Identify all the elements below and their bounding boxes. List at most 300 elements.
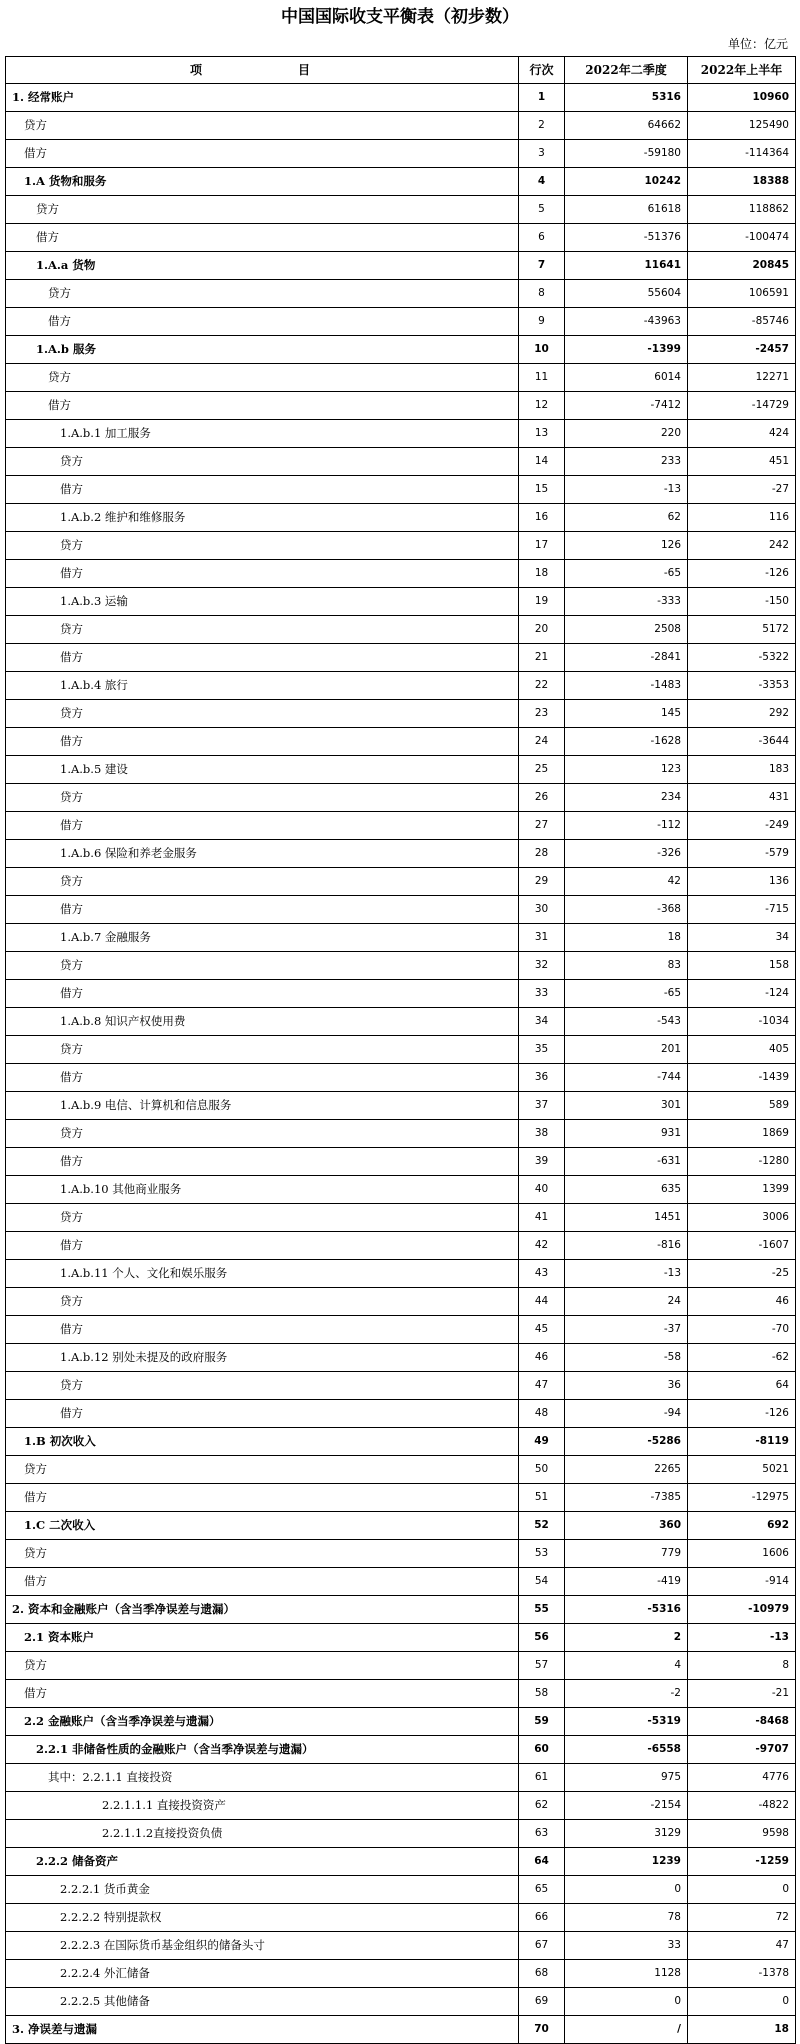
table-row — [6, 1764, 796, 1792]
row-line-number: 24 — [519, 728, 565, 756]
row-label: 借方 — [6, 392, 519, 420]
row-line-number: 60 — [519, 1736, 565, 1764]
row-label: 借方 — [6, 1232, 519, 1260]
row-value-h1: 136 — [688, 868, 796, 896]
row-value-h1: -579 — [688, 840, 796, 868]
balance-of-payments-table — [5, 56, 796, 2044]
row-line-number: 70 — [519, 2016, 565, 2044]
row-value-h1: -13 — [688, 1624, 796, 1652]
row-value-h1: -9707 — [688, 1736, 796, 1764]
row-value-q2: -13 — [565, 476, 688, 504]
row-label: 借方 — [6, 1484, 519, 1512]
row-label: 2.2.2 储备资产 — [6, 1848, 519, 1876]
table-row — [6, 1428, 796, 1456]
row-value-h1: 46 — [688, 1288, 796, 1316]
table-row — [6, 1988, 796, 2016]
row-value-h1: 18 — [688, 2016, 796, 2044]
table-row — [6, 1008, 796, 1036]
row-label: 贷方 — [6, 616, 519, 644]
row-value-q2: 0 — [565, 1876, 688, 1904]
row-line-number: 37 — [519, 1092, 565, 1120]
table-row — [6, 756, 796, 784]
row-value-q2: 55604 — [565, 280, 688, 308]
row-label: 借方 — [6, 1400, 519, 1428]
table-row — [6, 420, 796, 448]
row-label: 1.A.b.12 别处未提及的政府服务 — [6, 1344, 519, 1372]
table-row — [6, 1344, 796, 1372]
table-row — [6, 1288, 796, 1316]
row-value-q2: 220 — [565, 420, 688, 448]
table-row — [6, 1904, 796, 1932]
table-row — [6, 224, 796, 252]
row-value-q2: 42 — [565, 868, 688, 896]
row-value-q2: 24 — [565, 1288, 688, 1316]
row-value-h1: -3644 — [688, 728, 796, 756]
row-label: 其中：2.2.1.1 直接投资 — [6, 1764, 519, 1792]
row-label: 1.A.b.6 保险和养老金服务 — [6, 840, 519, 868]
row-line-number: 69 — [519, 1988, 565, 2016]
table-row — [6, 1372, 796, 1400]
row-line-number: 55 — [519, 1596, 565, 1624]
table-row — [6, 1652, 796, 1680]
row-label: 2.2.2.1 货币黄金 — [6, 1876, 519, 1904]
row-label: 借方 — [6, 1064, 519, 1092]
row-value-h1: -8468 — [688, 1708, 796, 1736]
row-value-h1: 12271 — [688, 364, 796, 392]
row-label: 借方 — [6, 560, 519, 588]
row-line-number: 47 — [519, 1372, 565, 1400]
row-value-q2: 2 — [565, 1624, 688, 1652]
row-value-q2: 3129 — [565, 1820, 688, 1848]
row-label: 2.2 金融账户（含当季净误差与遗漏） — [6, 1708, 519, 1736]
row-line-number: 10 — [519, 336, 565, 364]
row-value-h1: 405 — [688, 1036, 796, 1064]
row-label: 1.A 货物和服务 — [6, 168, 519, 196]
table-row — [6, 1792, 796, 1820]
row-value-h1: -5322 — [688, 644, 796, 672]
row-line-number: 54 — [519, 1568, 565, 1596]
row-value-q2: -94 — [565, 1400, 688, 1428]
row-line-number: 15 — [519, 476, 565, 504]
row-line-number: 58 — [519, 1680, 565, 1708]
row-value-q2: 6014 — [565, 364, 688, 392]
row-label: 2.2.1.1.2直接投资负债 — [6, 1820, 519, 1848]
row-line-number: 45 — [519, 1316, 565, 1344]
unit-label: 单位：亿元 — [727, 37, 788, 51]
row-label: 贷方 — [6, 952, 519, 980]
row-line-number: 36 — [519, 1064, 565, 1092]
row-value-q2: 779 — [565, 1540, 688, 1568]
row-value-q2: 5316 — [565, 84, 688, 112]
row-value-q2: -1399 — [565, 336, 688, 364]
row-label: 贷方 — [6, 1120, 519, 1148]
row-label: 贷方 — [6, 448, 519, 476]
table-row — [6, 1120, 796, 1148]
table-row — [6, 896, 796, 924]
row-label: 借方 — [6, 308, 519, 336]
row-label: 1.A.b 服务 — [6, 336, 519, 364]
table-row — [6, 1456, 796, 1484]
row-label: 借方 — [6, 896, 519, 924]
table-row — [6, 868, 796, 896]
table-row — [6, 1960, 796, 1988]
table-row — [6, 1624, 796, 1652]
row-line-number: 6 — [519, 224, 565, 252]
row-value-h1: 8 — [688, 1652, 796, 1680]
table-row — [6, 784, 796, 812]
row-value-q2: 36 — [565, 1372, 688, 1400]
table-row — [6, 616, 796, 644]
row-value-h1: -114364 — [688, 140, 796, 168]
row-label: 3. 净误差与遗漏 — [6, 2016, 519, 2044]
row-value-h1: -715 — [688, 896, 796, 924]
table-row — [6, 1596, 796, 1624]
row-value-h1: -8119 — [688, 1428, 796, 1456]
row-value-q2: 233 — [565, 448, 688, 476]
row-value-h1: 125490 — [688, 112, 796, 140]
table-row — [6, 336, 796, 364]
row-line-number: 14 — [519, 448, 565, 476]
table-row — [6, 1148, 796, 1176]
row-label: 借方 — [6, 1680, 519, 1708]
table-row — [6, 952, 796, 980]
table-row — [6, 1820, 796, 1848]
row-value-h1: 18388 — [688, 168, 796, 196]
row-value-h1: 72 — [688, 1904, 796, 1932]
row-label: 2.2.2.4 外汇储备 — [6, 1960, 519, 1988]
row-value-q2: -65 — [565, 560, 688, 588]
row-line-number: 31 — [519, 924, 565, 952]
row-value-q2: 33 — [565, 1932, 688, 1960]
row-line-number: 7 — [519, 252, 565, 280]
row-line-number: 44 — [519, 1288, 565, 1316]
row-line-number: 9 — [519, 308, 565, 336]
row-label: 2.2.1.1.1 直接投资资产 — [6, 1792, 519, 1820]
table-row — [6, 1176, 796, 1204]
row-label: 贷方 — [6, 280, 519, 308]
table-row — [6, 392, 796, 420]
table-row — [6, 1736, 796, 1764]
row-value-h1: -1259 — [688, 1848, 796, 1876]
row-value-q2: 62 — [565, 504, 688, 532]
row-line-number: 46 — [519, 1344, 565, 1372]
row-line-number: 49 — [519, 1428, 565, 1456]
row-line-number: 56 — [519, 1624, 565, 1652]
row-line-number: 50 — [519, 1456, 565, 1484]
row-label: 2.2.2.5 其他储备 — [6, 1988, 519, 2016]
row-label: 借方 — [6, 1316, 519, 1344]
row-label: 贷方 — [6, 364, 519, 392]
header-row — [6, 57, 796, 84]
row-line-number: 26 — [519, 784, 565, 812]
row-value-q2: -59180 — [565, 140, 688, 168]
row-line-number: 18 — [519, 560, 565, 588]
table-row — [6, 280, 796, 308]
table-row — [6, 476, 796, 504]
row-value-q2: 2265 — [565, 1456, 688, 1484]
row-line-number: 68 — [519, 1960, 565, 1988]
row-label: 1.A.b.11 个人、文化和娱乐服务 — [6, 1260, 519, 1288]
row-label: 1.B 初次收入 — [6, 1428, 519, 1456]
row-line-number: 29 — [519, 868, 565, 896]
row-line-number: 13 — [519, 420, 565, 448]
row-value-q2: -816 — [565, 1232, 688, 1260]
row-value-h1: 292 — [688, 700, 796, 728]
row-line-number: 48 — [519, 1400, 565, 1428]
table-row — [6, 1316, 796, 1344]
row-line-number: 39 — [519, 1148, 565, 1176]
table-row — [6, 1708, 796, 1736]
row-value-h1: -21 — [688, 1680, 796, 1708]
table-row — [6, 812, 796, 840]
row-value-q2: -6558 — [565, 1736, 688, 1764]
row-label: 1.A.b.7 金融服务 — [6, 924, 519, 952]
row-value-h1: 1869 — [688, 1120, 796, 1148]
table-row — [6, 1036, 796, 1064]
table-row — [6, 1540, 796, 1568]
row-value-h1: 47 — [688, 1932, 796, 1960]
row-value-h1: 34 — [688, 924, 796, 952]
row-label: 贷方 — [6, 868, 519, 896]
row-value-h1: 692 — [688, 1512, 796, 1540]
row-line-number: 62 — [519, 1792, 565, 1820]
table-row — [6, 840, 796, 868]
row-line-number: 17 — [519, 532, 565, 560]
row-line-number: 5 — [519, 196, 565, 224]
row-value-q2: 126 — [565, 532, 688, 560]
row-line-number: 59 — [519, 1708, 565, 1736]
table-row — [6, 448, 796, 476]
row-label: 贷方 — [6, 1540, 519, 1568]
row-label: 贷方 — [6, 1456, 519, 1484]
row-label: 借方 — [6, 728, 519, 756]
row-label: 1.A.b.4 旅行 — [6, 672, 519, 700]
table-row — [6, 1260, 796, 1288]
row-value-q2: -65 — [565, 980, 688, 1008]
row-line-number: 8 — [519, 280, 565, 308]
row-value-h1: -1280 — [688, 1148, 796, 1176]
row-value-q2: -543 — [565, 1008, 688, 1036]
row-line-number: 30 — [519, 896, 565, 924]
row-line-number: 23 — [519, 700, 565, 728]
table-body — [6, 84, 796, 2044]
row-line-number: 22 — [519, 672, 565, 700]
row-label: 借方 — [6, 1568, 519, 1596]
row-value-q2: 78 — [565, 1904, 688, 1932]
row-value-h1: 5021 — [688, 1456, 796, 1484]
row-label: 贷方 — [6, 112, 519, 140]
row-label: 贷方 — [6, 1036, 519, 1064]
row-value-h1: 118862 — [688, 196, 796, 224]
row-label: 贷方 — [6, 532, 519, 560]
row-label: 借方 — [6, 644, 519, 672]
table-row — [6, 1092, 796, 1120]
table-row — [6, 560, 796, 588]
row-value-h1: 64 — [688, 1372, 796, 1400]
table-row — [6, 196, 796, 224]
table-row — [6, 504, 796, 532]
row-label: 1.A.a 货物 — [6, 252, 519, 280]
row-value-h1: 1606 — [688, 1540, 796, 1568]
row-value-q2: 234 — [565, 784, 688, 812]
row-value-q2: -2 — [565, 1680, 688, 1708]
row-value-q2: -744 — [565, 1064, 688, 1092]
row-value-q2: 10242 — [565, 168, 688, 196]
row-value-q2: 145 — [565, 700, 688, 728]
row-line-number: 61 — [519, 1764, 565, 1792]
row-value-h1: 106591 — [688, 280, 796, 308]
row-line-number: 32 — [519, 952, 565, 980]
table-row — [6, 84, 796, 112]
row-value-h1: 3006 — [688, 1204, 796, 1232]
table-row — [6, 112, 796, 140]
row-value-q2: -7385 — [565, 1484, 688, 1512]
row-value-h1: 116 — [688, 504, 796, 532]
row-value-q2: -1628 — [565, 728, 688, 756]
table-row — [6, 728, 796, 756]
table-row — [6, 1848, 796, 1876]
row-value-h1: -10979 — [688, 1596, 796, 1624]
table-row — [6, 168, 796, 196]
row-label: 1.A.b.8 知识产权使用费 — [6, 1008, 519, 1036]
row-value-q2: -58 — [565, 1344, 688, 1372]
row-value-q2: -5319 — [565, 1708, 688, 1736]
table-row — [6, 1204, 796, 1232]
row-label: 2.2.2.3 在国际货币基金组织的储备头寸 — [6, 1932, 519, 1960]
row-value-q2: 2508 — [565, 616, 688, 644]
row-value-q2: 635 — [565, 1176, 688, 1204]
row-value-q2: 1128 — [565, 1960, 688, 1988]
row-value-h1: 1399 — [688, 1176, 796, 1204]
table-row — [6, 924, 796, 952]
row-value-q2: / — [565, 2016, 688, 2044]
row-value-q2: -7412 — [565, 392, 688, 420]
row-value-h1: 158 — [688, 952, 796, 980]
row-line-number: 57 — [519, 1652, 565, 1680]
row-value-h1: -27 — [688, 476, 796, 504]
row-line-number: 3 — [519, 140, 565, 168]
row-value-h1: 4776 — [688, 1764, 796, 1792]
row-value-h1: -914 — [688, 1568, 796, 1596]
row-value-q2: -333 — [565, 588, 688, 616]
table-row — [6, 2016, 796, 2044]
row-label: 贷方 — [6, 196, 519, 224]
row-value-h1: -150 — [688, 588, 796, 616]
row-value-q2: -1483 — [565, 672, 688, 700]
row-value-h1: -3353 — [688, 672, 796, 700]
row-line-number: 25 — [519, 756, 565, 784]
table-row — [6, 140, 796, 168]
row-line-number: 21 — [519, 644, 565, 672]
row-label: 贷方 — [6, 784, 519, 812]
row-value-q2: 0 — [565, 1988, 688, 2016]
table-row — [6, 672, 796, 700]
row-value-h1: -4822 — [688, 1792, 796, 1820]
row-label: 借方 — [6, 1148, 519, 1176]
table-row — [6, 1568, 796, 1596]
row-label: 借方 — [6, 140, 519, 168]
row-value-q2: -43963 — [565, 308, 688, 336]
row-value-q2: -112 — [565, 812, 688, 840]
row-label: 1.A.b.1 加工服务 — [6, 420, 519, 448]
row-value-q2: -326 — [565, 840, 688, 868]
row-line-number: 16 — [519, 504, 565, 532]
table-row — [6, 1512, 796, 1540]
row-value-q2: -5316 — [565, 1596, 688, 1624]
table-row — [6, 308, 796, 336]
row-line-number: 20 — [519, 616, 565, 644]
row-label: 贷方 — [6, 1288, 519, 1316]
header-q2: 2022年二季度 — [565, 57, 688, 84]
row-label: 1.A.b.5 建设 — [6, 756, 519, 784]
row-value-h1: -126 — [688, 560, 796, 588]
row-value-h1: -1378 — [688, 1960, 796, 1988]
row-label: 1.A.b.3 运输 — [6, 588, 519, 616]
row-value-q2: 201 — [565, 1036, 688, 1064]
row-value-q2: 1239 — [565, 1848, 688, 1876]
row-label: 贷方 — [6, 1652, 519, 1680]
row-value-h1: 0 — [688, 1988, 796, 2016]
row-value-h1: -70 — [688, 1316, 796, 1344]
row-value-q2: -2841 — [565, 644, 688, 672]
header-h1: 2022年上半年 — [688, 57, 796, 84]
row-value-h1: -2457 — [688, 336, 796, 364]
table-row — [6, 364, 796, 392]
row-value-h1: 183 — [688, 756, 796, 784]
table-row — [6, 252, 796, 280]
table-row — [6, 1232, 796, 1260]
row-label: 2. 资本和金融账户（含当季净误差与遗漏） — [6, 1596, 519, 1624]
row-label: 1.A.b.10 其他商业服务 — [6, 1176, 519, 1204]
table-row — [6, 1064, 796, 1092]
row-line-number: 42 — [519, 1232, 565, 1260]
table-row — [6, 644, 796, 672]
row-value-h1: 589 — [688, 1092, 796, 1120]
table-row — [6, 1400, 796, 1428]
row-value-q2: -37 — [565, 1316, 688, 1344]
row-label: 1.C 二次收入 — [6, 1512, 519, 1540]
row-value-q2: 61618 — [565, 196, 688, 224]
row-value-q2: 64662 — [565, 112, 688, 140]
row-line-number: 64 — [519, 1848, 565, 1876]
row-line-number: 35 — [519, 1036, 565, 1064]
row-value-q2: 360 — [565, 1512, 688, 1540]
row-value-q2: 11641 — [565, 252, 688, 280]
row-line-number: 63 — [519, 1820, 565, 1848]
row-value-q2: 931 — [565, 1120, 688, 1148]
row-line-number: 65 — [519, 1876, 565, 1904]
row-value-h1: -12975 — [688, 1484, 796, 1512]
table-row — [6, 1484, 796, 1512]
row-value-q2: 301 — [565, 1092, 688, 1120]
row-line-number: 41 — [519, 1204, 565, 1232]
page-title: 中国国际收支平衡表（初步数） — [281, 7, 519, 27]
row-label: 1.A.b.2 维护和维修服务 — [6, 504, 519, 532]
row-value-h1: -85746 — [688, 308, 796, 336]
row-line-number: 38 — [519, 1120, 565, 1148]
row-value-h1: -249 — [688, 812, 796, 840]
row-label: 借方 — [6, 476, 519, 504]
row-value-q2: -419 — [565, 1568, 688, 1596]
row-line-number: 19 — [519, 588, 565, 616]
row-label: 1.A.b.9 电信、计算机和信息服务 — [6, 1092, 519, 1120]
row-value-q2: 83 — [565, 952, 688, 980]
row-value-h1: -14729 — [688, 392, 796, 420]
row-line-number: 2 — [519, 112, 565, 140]
row-value-q2: -2154 — [565, 1792, 688, 1820]
row-value-h1: -25 — [688, 1260, 796, 1288]
row-line-number: 53 — [519, 1540, 565, 1568]
